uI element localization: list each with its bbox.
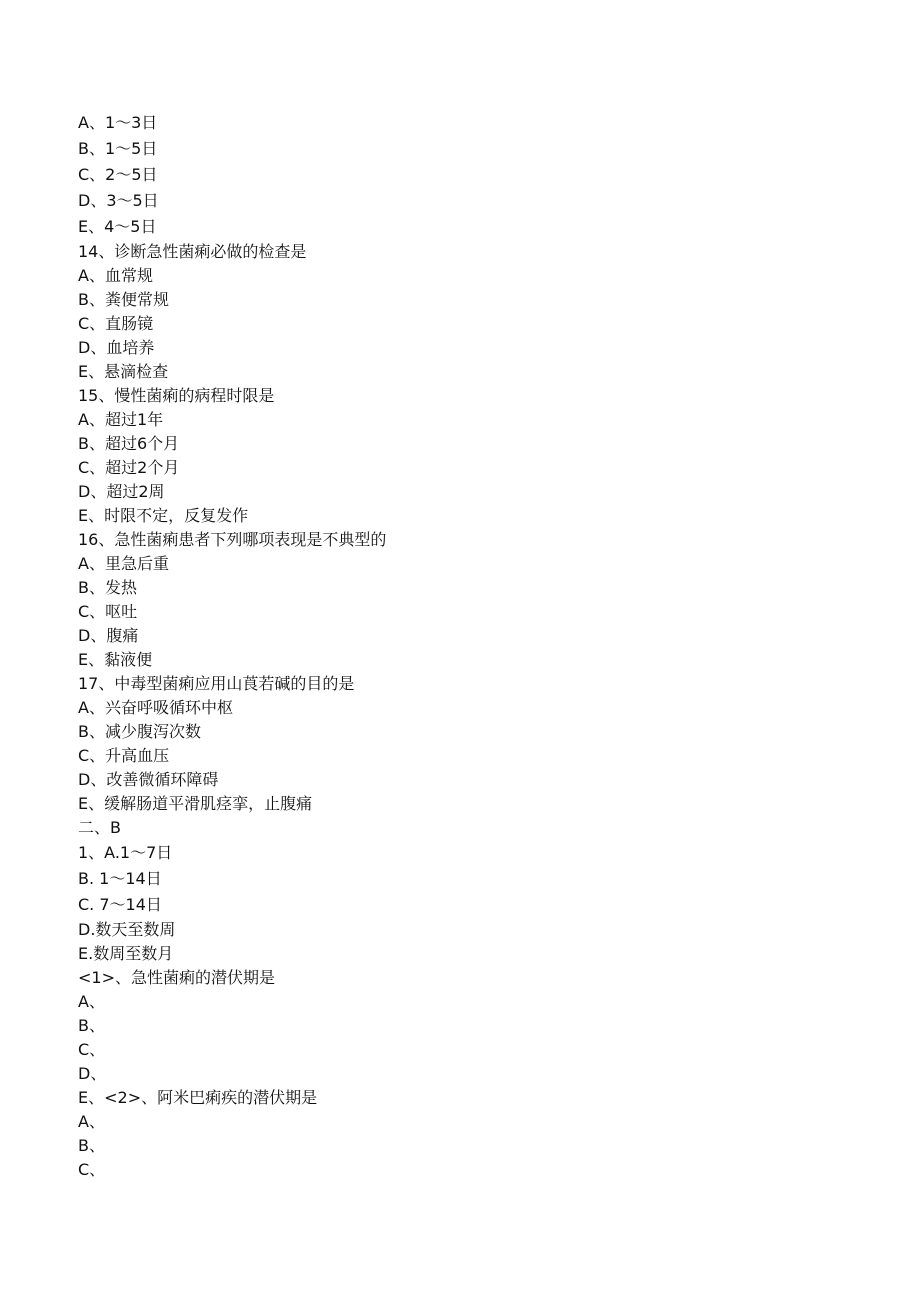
text-line: D、改善微循环障碍 — [78, 770, 219, 789]
text-line: E、时限不定，反复发作 — [78, 506, 249, 525]
section-heading: 二、B — [78, 818, 121, 837]
text-line: C、呕吐 — [78, 602, 138, 621]
text-line: C、直肠镜 — [78, 314, 154, 333]
question-stem: 14、诊断急性菌痢必做的检查是 — [78, 242, 307, 261]
text-line: C. 7～14日 — [78, 895, 162, 914]
text-line: E.数周至数月 — [78, 944, 174, 963]
text-line: B、减少腹泻次数 — [78, 722, 201, 741]
text-line: A、兴奋呼吸循环中枢 — [78, 698, 233, 717]
question-stem: <1>、急性菌痢的潜伏期是 — [78, 968, 275, 987]
text-line: C、2～5日 — [78, 165, 158, 184]
text-line: D、血培养 — [78, 338, 155, 357]
text-line: B. 1～14日 — [78, 869, 162, 888]
text-line: C、超过2个月 — [78, 458, 180, 477]
text-line: E、黏液便 — [78, 650, 153, 669]
text-line: B、超过6个月 — [78, 434, 180, 453]
question-stem: 16、急性菌痢患者下列哪项表现是不典型的 — [78, 530, 387, 549]
text-line: D、3～5日 — [78, 191, 159, 210]
text-line: B、 — [78, 1136, 105, 1155]
text-line: A、里急后重 — [78, 554, 169, 573]
document-page — [78, 110, 858, 1182]
text-line: C、 — [78, 1160, 106, 1179]
text-line: B、1～5日 — [78, 139, 158, 158]
text-line: E、悬滴检查 — [78, 362, 169, 381]
text-line: D.数天至数周 — [78, 920, 176, 939]
text-line: C、升高血压 — [78, 746, 170, 765]
question-stem: 17、中毒型菌痢应用山莨若碱的目的是 — [78, 674, 355, 693]
text-line: C、 — [78, 1040, 106, 1059]
text-line: A、超过1年 — [78, 410, 164, 429]
text-line: A、 — [78, 1112, 105, 1131]
text-line: B、发热 — [78, 578, 137, 597]
text-line: A、血常规 — [78, 266, 153, 285]
text-line: D、超过2周 — [78, 482, 165, 501]
text-line: B、粪便常规 — [78, 290, 169, 309]
text-line: B、 — [78, 1016, 105, 1035]
text-line: E、缓解肠道平滑肌痉挛，止腹痛 — [78, 794, 313, 813]
text-line: E、4～5日 — [78, 217, 157, 236]
text-line: 1、A.1～7日 — [78, 843, 173, 862]
question-stem: 15、慢性菌痢的病程时限是 — [78, 386, 275, 405]
text-line: D、 — [78, 1064, 107, 1083]
text-line: A、 — [78, 992, 105, 1011]
text-line: D、腹痛 — [78, 626, 139, 645]
text-line: A、1～3日 — [78, 113, 158, 132]
text-line: E、<2>、阿米巴痢疾的潜伏期是 — [78, 1088, 318, 1107]
